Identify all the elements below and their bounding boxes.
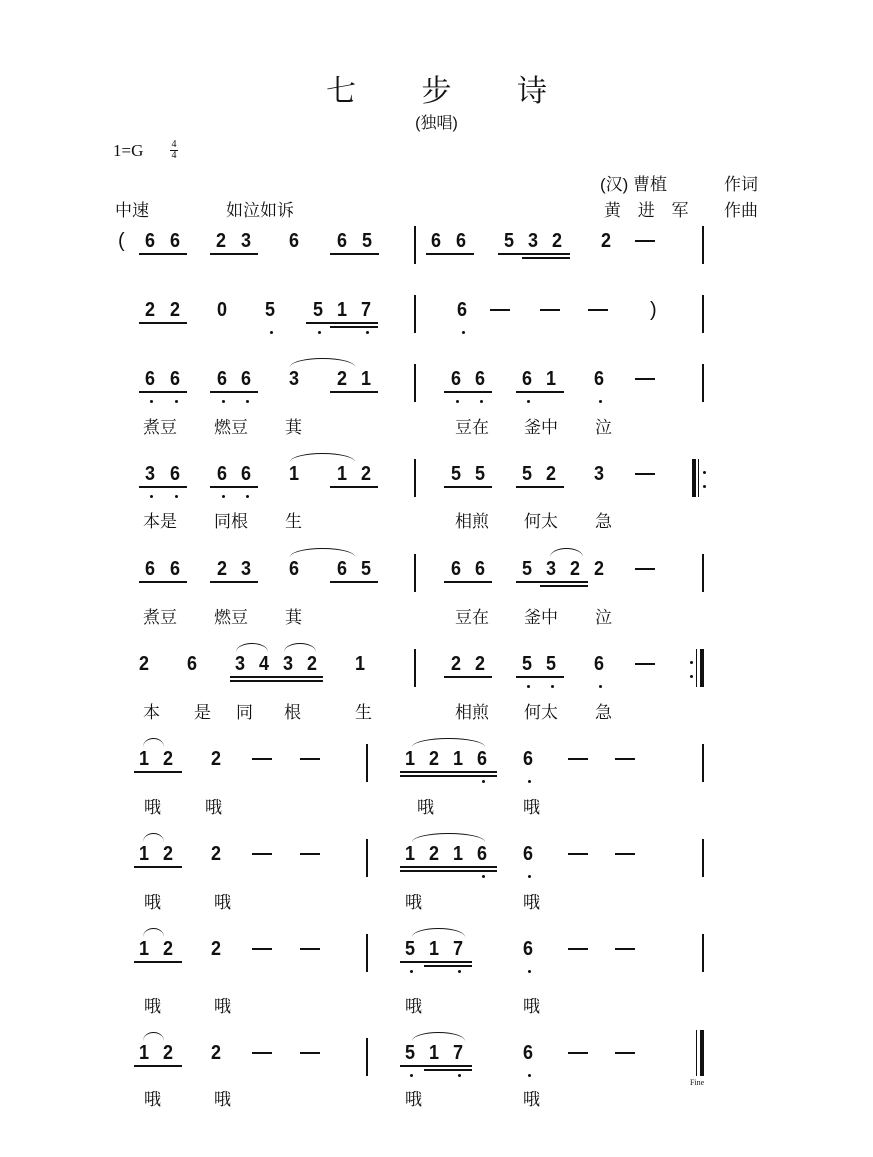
- note: 6: [430, 230, 442, 252]
- note: 5: [361, 230, 373, 252]
- beam-line: [444, 391, 492, 393]
- note: 2: [162, 1042, 174, 1064]
- note: 2: [215, 230, 227, 252]
- beam-line: [330, 581, 378, 583]
- repeat-start-thin-bar: [698, 459, 699, 497]
- lyric-text: 同根: [214, 512, 248, 531]
- note: 6: [144, 558, 156, 580]
- sustain-dash: [588, 309, 608, 311]
- repeat-end-thin-bar: [696, 649, 697, 687]
- low-octave-dot: [528, 875, 531, 878]
- lyric-text: 哦: [523, 798, 540, 817]
- note: 3: [282, 653, 294, 675]
- note: 7: [452, 1042, 464, 1064]
- note: 5: [404, 938, 416, 960]
- note: 6: [474, 368, 486, 390]
- note: 5: [521, 463, 533, 485]
- beam-line: [444, 486, 492, 488]
- note: 6: [240, 463, 252, 485]
- sustain-dash: [635, 473, 655, 475]
- parenthesis: ): [650, 299, 657, 321]
- lyric-text: 哦: [214, 893, 231, 912]
- repeat-end-thick-bar: [700, 649, 704, 687]
- barline: [702, 554, 704, 592]
- note: 5: [545, 653, 557, 675]
- note: 2: [162, 748, 174, 770]
- note: 6: [522, 938, 534, 960]
- lyric-text: 煮豆: [143, 608, 177, 627]
- lyric-text: 哦: [214, 1090, 231, 1109]
- beam-line: [426, 253, 474, 255]
- note: 2: [169, 299, 181, 321]
- sustain-dash: [300, 1052, 320, 1054]
- lyric-text: 根: [284, 703, 301, 722]
- beam-line: [134, 961, 182, 963]
- beam-line: [210, 581, 258, 583]
- note: 1: [288, 463, 300, 485]
- lyric-text: 何太: [524, 512, 558, 531]
- lyric-text: 哦: [144, 893, 161, 912]
- note: 5: [450, 463, 462, 485]
- beam-line-double: [540, 585, 588, 587]
- barline: [366, 934, 368, 972]
- slur-arc: [143, 738, 164, 747]
- lyric-text: 哦: [214, 997, 231, 1016]
- note: 2: [360, 463, 372, 485]
- key-signature: 1=G: [113, 141, 144, 160]
- beam-line: [330, 253, 379, 255]
- note: 1: [428, 1042, 440, 1064]
- note: 6: [593, 368, 605, 390]
- beam-line: [516, 391, 564, 393]
- note: 6: [450, 558, 462, 580]
- barline: [414, 459, 416, 497]
- lyric-text: 泣: [595, 418, 612, 437]
- note: 1: [428, 938, 440, 960]
- lyric-text: 是: [194, 703, 211, 722]
- note: 6: [522, 843, 534, 865]
- slur-arc: [143, 833, 164, 842]
- low-octave-dot: [527, 685, 530, 688]
- low-octave-dot: [458, 970, 461, 973]
- note: 5: [264, 299, 276, 321]
- sustain-dash: [635, 663, 655, 665]
- lyric-text: 豆在: [455, 418, 489, 437]
- low-octave-dot: [150, 495, 153, 498]
- sustain-dash: [540, 309, 560, 311]
- slur-arc: [236, 643, 268, 652]
- note: 3: [240, 230, 252, 252]
- note: 6: [476, 748, 488, 770]
- low-octave-dot: [528, 780, 531, 783]
- low-octave-dot: [551, 685, 554, 688]
- beam-line: [444, 676, 492, 678]
- repeat-start-thick-bar: [692, 459, 696, 497]
- sustain-dash: [615, 1052, 635, 1054]
- repeat-dot: [690, 675, 693, 678]
- note: 2: [144, 299, 156, 321]
- note: 7: [360, 299, 372, 321]
- beam-line: [516, 486, 564, 488]
- barline: [702, 744, 704, 782]
- note: 6: [169, 368, 181, 390]
- expression-marking: 如泣如诉: [226, 201, 294, 220]
- lyric-text: 萁: [285, 418, 302, 437]
- lyric-text: 何太: [524, 703, 558, 722]
- barline: [414, 226, 416, 264]
- beam-line: [330, 391, 378, 393]
- lyric-text: 萁: [285, 608, 302, 627]
- repeat-dot: [703, 485, 706, 488]
- beam-line: [516, 676, 564, 678]
- note: 6: [288, 558, 300, 580]
- slur-arc: [143, 1032, 164, 1041]
- note: 7: [452, 938, 464, 960]
- tempo-marking: 中速: [115, 201, 149, 220]
- note: 1: [336, 299, 348, 321]
- note: 2: [474, 653, 486, 675]
- note: 2: [210, 938, 222, 960]
- note: 6: [476, 843, 488, 865]
- lyric-text: 急: [595, 512, 612, 531]
- note: 2: [551, 230, 563, 252]
- note: 6: [240, 368, 252, 390]
- low-octave-dot: [480, 400, 483, 403]
- barline: [702, 364, 704, 402]
- slur-arc: [412, 833, 485, 842]
- slur-arc: [412, 738, 485, 747]
- note: 5: [521, 558, 533, 580]
- note: 6: [522, 748, 534, 770]
- sustain-dash: [252, 1052, 272, 1054]
- slur-arc: [290, 453, 355, 462]
- note: 6: [456, 299, 468, 321]
- low-octave-dot: [222, 400, 225, 403]
- composer-role: 作曲: [724, 201, 758, 220]
- note: 6: [455, 230, 467, 252]
- lyric-text: 釜中: [524, 418, 558, 437]
- note: 1: [545, 368, 557, 390]
- beam-line-double: [424, 965, 472, 967]
- lyric-text: 燃豆: [214, 418, 248, 437]
- lyric-text: 本是: [143, 512, 177, 531]
- note: 2: [306, 653, 318, 675]
- slur-arc: [143, 928, 164, 937]
- barline: [702, 226, 704, 264]
- song-title: 七 步 诗: [325, 74, 576, 109]
- beam-line: [139, 253, 187, 255]
- note: 3: [234, 653, 246, 675]
- sustain-dash: [300, 853, 320, 855]
- beam-line: [498, 253, 570, 255]
- low-octave-dot: [175, 400, 178, 403]
- sustain-dash: [568, 948, 588, 950]
- note: 2: [210, 748, 222, 770]
- barline: [414, 649, 416, 687]
- barline: [414, 364, 416, 402]
- slur-arc: [290, 548, 355, 557]
- barline: [414, 554, 416, 592]
- barline: [366, 839, 368, 877]
- note: 1: [360, 368, 372, 390]
- note: 3: [545, 558, 557, 580]
- note: 6: [169, 463, 181, 485]
- beam-line: [210, 486, 258, 488]
- beam-line: [139, 486, 187, 488]
- beam-line: [139, 391, 187, 393]
- note: 2: [569, 558, 581, 580]
- note: 3: [288, 368, 300, 390]
- sustain-dash: [635, 378, 655, 380]
- composer-name: 黄 进 军: [604, 201, 695, 220]
- low-octave-dot: [175, 495, 178, 498]
- low-octave-dot: [528, 1074, 531, 1077]
- note: 6: [450, 368, 462, 390]
- note: 3: [593, 463, 605, 485]
- note: 1: [138, 1042, 150, 1064]
- lyric-text: 煮豆: [143, 418, 177, 437]
- beam-line-double: [522, 257, 570, 259]
- note: 2: [336, 368, 348, 390]
- lyric-text: 哦: [405, 893, 422, 912]
- note: 1: [404, 748, 416, 770]
- beam-line: [210, 253, 258, 255]
- note: 6: [593, 653, 605, 675]
- slur-arc: [412, 928, 465, 937]
- note: 2: [450, 653, 462, 675]
- low-octave-dot: [410, 970, 413, 973]
- beam-line-double: [424, 1069, 472, 1071]
- note: 6: [169, 230, 181, 252]
- sustain-dash: [252, 853, 272, 855]
- note: 5: [521, 653, 533, 675]
- note: 5: [474, 463, 486, 485]
- sustain-dash: [300, 948, 320, 950]
- time-signature: [170, 140, 178, 161]
- low-octave-dot: [366, 331, 369, 334]
- low-octave-dot: [246, 400, 249, 403]
- note: 0: [216, 299, 228, 321]
- lyric-text: 相煎: [455, 512, 489, 531]
- lyric-text: 哦: [523, 893, 540, 912]
- fine-marking: Fine: [690, 1078, 705, 1087]
- sustain-dash: [635, 240, 655, 242]
- low-octave-dot: [270, 331, 273, 334]
- slur-arc: [412, 1032, 465, 1041]
- barline: [366, 744, 368, 782]
- note: 1: [404, 843, 416, 865]
- beam-line: [400, 866, 497, 868]
- lyric-text: 哦: [144, 798, 161, 817]
- note: 6: [216, 368, 228, 390]
- note: 6: [336, 558, 348, 580]
- low-octave-dot: [528, 970, 531, 973]
- note: 1: [336, 463, 348, 485]
- final-thin-bar: [696, 1030, 697, 1076]
- sustain-dash: [252, 758, 272, 760]
- low-octave-dot: [527, 400, 530, 403]
- note: 6: [336, 230, 348, 252]
- beam-line-double: [330, 326, 378, 328]
- slur-arc: [284, 643, 316, 652]
- lyric-text: 相煎: [455, 703, 489, 722]
- barline: [366, 1038, 368, 1076]
- note: 1: [452, 748, 464, 770]
- slur-arc: [290, 358, 355, 367]
- repeat-dot: [690, 661, 693, 664]
- beam-line-double: [400, 870, 497, 872]
- beam-line: [210, 391, 258, 393]
- lyric-text: 急: [595, 703, 612, 722]
- note: 6: [474, 558, 486, 580]
- note: 2: [138, 653, 150, 675]
- beam-line: [139, 581, 187, 583]
- lyric-text: 同: [236, 703, 253, 722]
- note: 5: [360, 558, 372, 580]
- note: 6: [288, 230, 300, 252]
- note: 6: [186, 653, 198, 675]
- beam-line: [230, 676, 323, 678]
- note: 2: [210, 1042, 222, 1064]
- lyric-text: 哦: [523, 1090, 540, 1109]
- note: 3: [144, 463, 156, 485]
- barline: [702, 839, 704, 877]
- lyric-text: 哦: [417, 798, 434, 817]
- note: 6: [169, 558, 181, 580]
- beam-line: [400, 1065, 472, 1067]
- low-octave-dot: [482, 875, 485, 878]
- sustain-dash: [615, 853, 635, 855]
- barline: [414, 295, 416, 333]
- low-octave-dot: [458, 1074, 461, 1077]
- time-signature-bottom: 4: [171, 150, 177, 161]
- beam-line: [444, 581, 492, 583]
- repeat-dot: [703, 471, 706, 474]
- lyric-text: 生: [285, 512, 302, 531]
- lyric-text: 哦: [523, 997, 540, 1016]
- lyric-text: 哦: [405, 997, 422, 1016]
- note: 2: [162, 843, 174, 865]
- note: 2: [593, 558, 605, 580]
- low-octave-dot: [599, 400, 602, 403]
- note: 2: [210, 843, 222, 865]
- note: 2: [600, 230, 612, 252]
- low-octave-dot: [599, 685, 602, 688]
- note: 3: [240, 558, 252, 580]
- note: 1: [138, 748, 150, 770]
- lyric-text: 本: [143, 703, 160, 722]
- note: 6: [521, 368, 533, 390]
- low-octave-dot: [318, 331, 321, 334]
- time-signature-top: 4: [171, 139, 177, 150]
- note: 3: [527, 230, 539, 252]
- lyric-text: 哦: [405, 1090, 422, 1109]
- note: 5: [503, 230, 515, 252]
- parenthesis: (: [118, 230, 125, 252]
- lyric-text: 哦: [205, 798, 222, 817]
- note: 1: [138, 938, 150, 960]
- note: 6: [144, 230, 156, 252]
- sustain-dash: [568, 853, 588, 855]
- note: 6: [216, 463, 228, 485]
- low-octave-dot: [410, 1074, 413, 1077]
- lyricist-name: (汉) 曹植: [600, 175, 668, 194]
- low-octave-dot: [222, 495, 225, 498]
- beam-line: [306, 322, 378, 324]
- sustain-dash: [615, 948, 635, 950]
- song-subtitle: (独唱): [415, 115, 458, 132]
- beam-line: [400, 771, 497, 773]
- lyric-text: 燃豆: [214, 608, 248, 627]
- note: 2: [545, 463, 557, 485]
- note: 6: [522, 1042, 534, 1064]
- sustain-dash: [490, 309, 510, 311]
- note: 5: [404, 1042, 416, 1064]
- sustain-dash: [568, 758, 588, 760]
- lyric-text: 生: [355, 703, 372, 722]
- note: 6: [144, 368, 156, 390]
- sustain-dash: [615, 758, 635, 760]
- low-octave-dot: [150, 400, 153, 403]
- lyric-text: 哦: [144, 997, 161, 1016]
- sustain-dash: [568, 1052, 588, 1054]
- note: 1: [452, 843, 464, 865]
- beam-line: [330, 486, 378, 488]
- low-octave-dot: [482, 780, 485, 783]
- low-octave-dot: [246, 495, 249, 498]
- beam-line-double: [400, 775, 497, 777]
- note: 1: [138, 843, 150, 865]
- note: 2: [428, 843, 440, 865]
- lyric-text: 豆在: [455, 608, 489, 627]
- lyric-text: 泣: [595, 608, 612, 627]
- low-octave-dot: [462, 331, 465, 334]
- lyric-text: 哦: [144, 1090, 161, 1109]
- note: 5: [312, 299, 324, 321]
- barline: [702, 934, 704, 972]
- sustain-dash: [300, 758, 320, 760]
- sustain-dash: [635, 568, 655, 570]
- final-thick-bar: [700, 1030, 704, 1076]
- lyricist-role: 作词: [724, 175, 758, 194]
- sustain-dash: [252, 948, 272, 950]
- note: 2: [162, 938, 174, 960]
- beam-line: [134, 866, 182, 868]
- note: 4: [258, 653, 270, 675]
- note: 2: [428, 748, 440, 770]
- barline: [702, 295, 704, 333]
- beam-line-double: [230, 680, 323, 682]
- beam-line: [516, 581, 588, 583]
- beam-line: [400, 961, 472, 963]
- beam-line: [139, 322, 187, 324]
- beam-line: [134, 1065, 182, 1067]
- low-octave-dot: [456, 400, 459, 403]
- slur-arc: [550, 548, 583, 557]
- beam-line: [134, 771, 182, 773]
- note: 2: [216, 558, 228, 580]
- lyric-text: 釜中: [524, 608, 558, 627]
- note: 1: [354, 653, 366, 675]
